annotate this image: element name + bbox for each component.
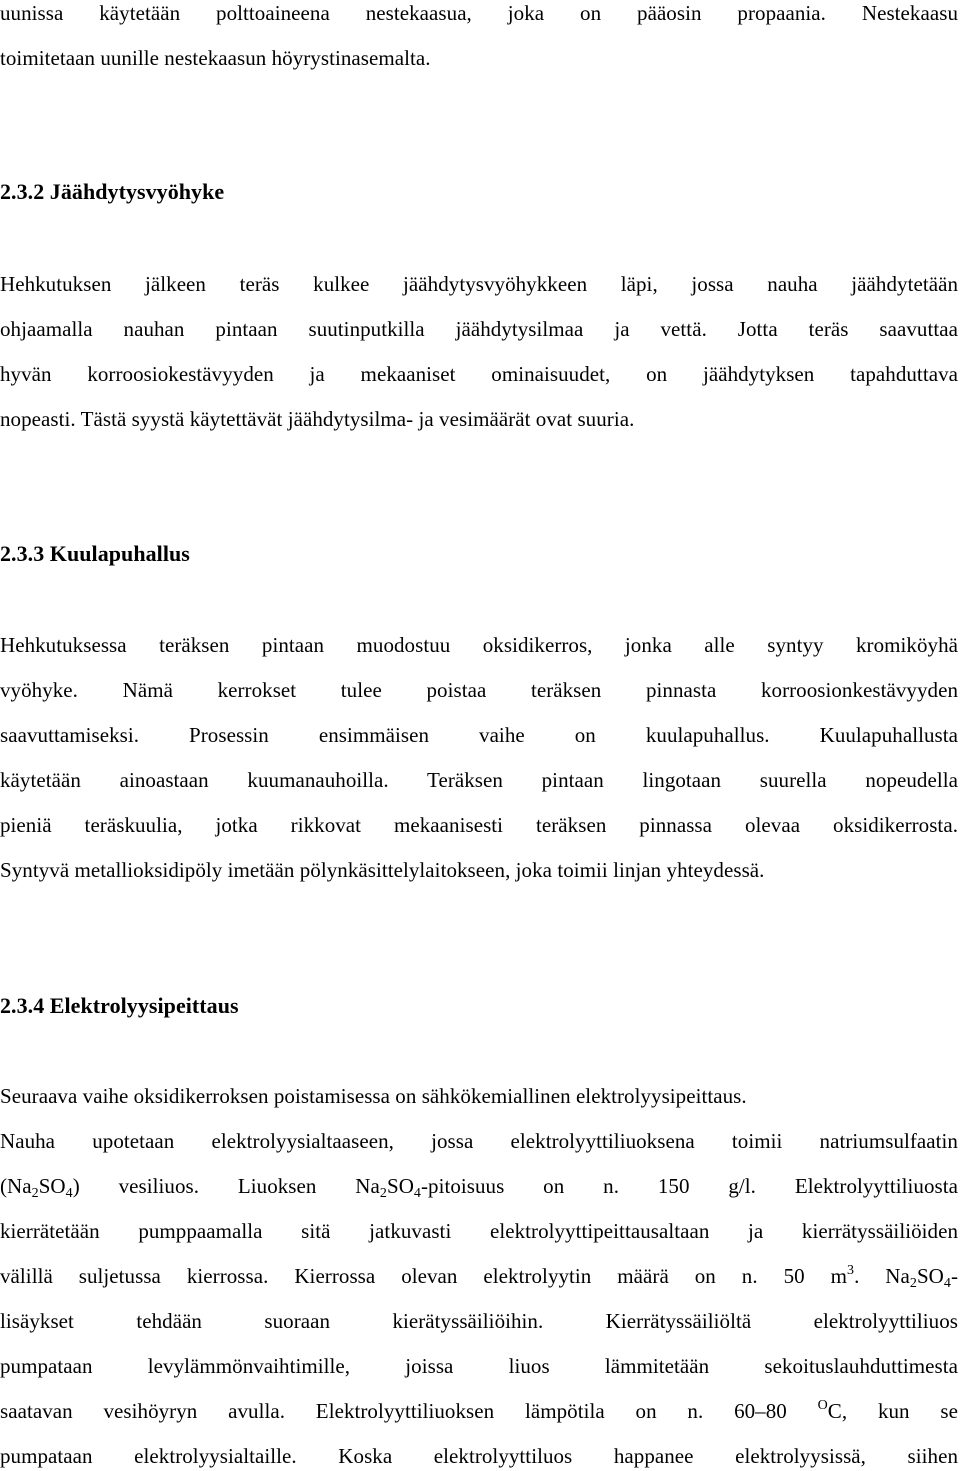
paragraph-line: Seuraava vaihe oksidikerroksen poistamisessa on sähkökemiallinen elektrolyysipeittaus.: [0, 1084, 747, 1108]
superscript: O: [817, 1398, 828, 1413]
text-run: . Na: [854, 1264, 910, 1288]
subscript: 2: [379, 1186, 387, 1201]
subscript: 4: [65, 1186, 73, 1201]
text-run: välillä suljetussa kierrossa. Kierrossa olevan elektrolyytin määrä on n. 50 m: [0, 1264, 847, 1288]
intro-line-1: uunissa käytetään polttoaineena nestekaasua, joka on pääosin propaania. Nestekaasu: [0, 1, 958, 25]
text-run: ) vesiliuos. Liuoksen Na: [72, 1174, 380, 1198]
paragraph-line: Hehkutuksen jälkeen teräs kulkee jäähdytysvyöhykkeen läpi, jossa nauha jäähdytetään: [0, 272, 958, 296]
subscript: 2: [31, 1186, 39, 1201]
section-heading-234: 2.3.4 Elektrolyysipeittaus: [0, 993, 239, 1018]
paragraph-line: nopeasti. Tästä syystä käytettävät jäähdytysilma- ja vesimäärät ovat suuria.: [0, 407, 635, 431]
text-run: -: [950, 1264, 959, 1288]
paragraph-line: Hehkutuksessa teräksen pintaan muodostuu oksidikerros, jonka alle syntyy kromiköyhä: [0, 633, 958, 657]
paragraph-line: ohjaamalla nauhan pintaan suutinputkilla jäähdytysilmaa ja vettä. Jotta teräs saavuttaa: [0, 317, 958, 341]
text-run: C, kun se: [827, 1399, 958, 1423]
text-run: -pitoisuus on n. 150 g/l. Elektrolyyttiliuosta: [420, 1174, 958, 1198]
paragraph-line: saavuttamiseksi. Prosessin ensimmäisen vaihe on kuulapuhallus. Kuulapuhallusta: [0, 723, 958, 747]
text-run: saatavan vesihöyryn avulla. Elektrolyyttiliuoksen lämpötila on n. 60–80: [0, 1399, 818, 1423]
section-heading-233: 2.3.3 Kuulapuhallus: [0, 541, 190, 566]
paragraph-line-chemical: [0, 1173, 958, 1199]
paragraph-line: pumpataan elektrolyysialtaille. Koska elektrolyyttiluos happanee elektrolyysissä, siihen: [0, 1444, 958, 1468]
subscript: 4: [413, 1186, 421, 1201]
paragraph-line: Nauha upotetaan elektrolyysialtaaseen, jossa elektrolyyttiliuoksena toimii natriumsulfaatin: [0, 1129, 958, 1153]
paragraph-line: pieniä teräskuulia, jotka rikkovat mekaanisesti teräksen pinnassa olevaa oksidikerrosta.: [0, 813, 958, 837]
paragraph-line-temperature: [0, 1398, 958, 1424]
text-run: SO: [38, 1174, 66, 1198]
subscript: 4: [943, 1276, 951, 1291]
text-run: (Na: [0, 1174, 32, 1198]
text-run: SO: [916, 1264, 944, 1288]
section-heading-232: 2.3.2 Jäähdytysvyöhyke: [0, 179, 225, 204]
intro-line-2: toimitetaan uunille nestekaasun höyrystinasemalta.: [0, 46, 431, 70]
paragraph-line: kierrätetään pumppaamalla sitä jatkuvasti elektrolyyttipeittausaltaan ja kierrätyssäiliöiden: [0, 1219, 958, 1243]
subscript: 2: [909, 1276, 917, 1291]
paragraph-line: lisäykset tehdään suoraan kierätyssäiliöihin. Kierrätyssäiliöltä elektrolyyttiliuos: [0, 1309, 958, 1333]
paragraph-line: hyvän korroosiokestävyyden ja mekaaniset ominaisuudet, on jäähdytyksen tapahduttava: [0, 362, 958, 386]
text-run: SO: [386, 1174, 414, 1198]
paragraph-line: käytetään ainoastaan kuumanauhoilla. Teräksen pintaan lingotaan suurella nopeudella: [0, 768, 958, 792]
paragraph-line-chemical: [0, 1263, 958, 1289]
paragraph-line: Syntyvä metallioksidipöly imetään pölynkäsittelylaitokseen, joka toimii linjan yhteydessä.: [0, 858, 765, 882]
paragraph-line: pumpataan levylämmönvaihtimille, joissa liuos lämmitetään sekoituslauhduttimesta: [0, 1354, 958, 1378]
paragraph-line: vyöhyke. Nämä kerrokset tulee poistaa teräksen pinnasta korroosionkestävyyden: [0, 678, 958, 702]
superscript: 3: [847, 1263, 855, 1278]
